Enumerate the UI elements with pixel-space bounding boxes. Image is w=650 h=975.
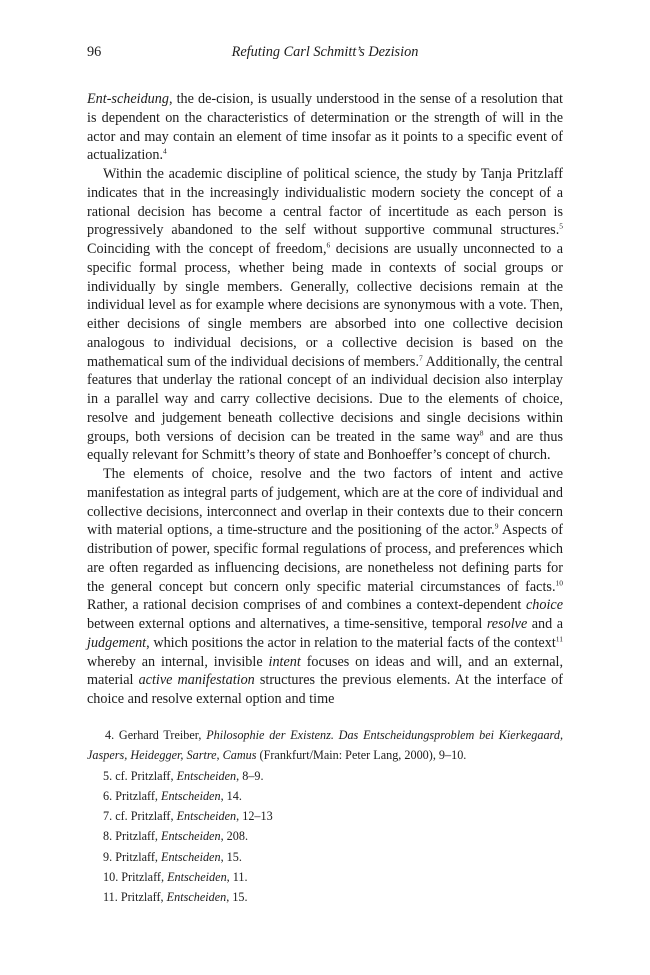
italic-text: resolve [486,616,528,632]
footnote [87,806,563,826]
text-run: structures the previous elements. At the interface of choice and resolve external option and time [87,672,563,707]
footnote [87,867,563,887]
body-paragraph [87,165,563,465]
text-run: , 15. [220,849,242,864]
italic-text: active manifestation [138,672,255,689]
text-run: and a [527,616,563,632]
body-text [87,90,563,709]
footnote-reference: 10 [555,578,563,587]
text-run: , 14. [220,788,242,803]
footnote-reference: 11 [555,634,563,644]
italic-text: Entscheiden [161,788,221,803]
text-run: , 11. [226,870,248,885]
text-run: Aspects of distribution of power, specific formal regulations of process, and preferences which are often regarded as influencing decisions, are nonetheless not defining parts for the general concept but concern only specific material circumstances of facts. [87,522,563,595]
footnote [87,887,563,907]
text-run: Rather, a rational decision comprises of and combines a context-dependent [87,597,526,614]
text-run: Pritzlaff, [112,788,161,803]
footnote-number: 10. [103,870,119,885]
footnote-number: 8. [103,829,113,844]
text-run: and are thus equally relevant for Schmitt’s theory of state and Bonhoeffer’s concept of church. [87,428,563,464]
footnote-reference: 8 [479,428,484,437]
italic-text: Philosophie der Existenz. Das Entscheidungsproblem bei Kierkegaard, Jaspers, Heidegger, Sartre, Camus [87,728,563,763]
text-run: Pritzlaff, [118,870,168,885]
text-run: cf. Pritzlaff, [112,809,177,824]
text-run: , the de-cision, is usually understood in the sense of a resolution that is dependent on the characteristics of determination or the strength of will in the actor and may contain an element of time insofar as it points to a specific event of actualization. [87,91,563,164]
italic-text: Entscheiden [176,809,237,824]
footnote-reference: 4 [163,146,167,156]
italic-text: intent [268,653,301,670]
text-run: , which positions the actor in relation to the material facts of the context [146,634,556,651]
footnote-number: 9. [103,849,113,864]
running-head [87,44,563,66]
text-run: , 12–13 [236,809,273,824]
footnote-number: 6. [103,788,113,803]
body-paragraph [87,465,563,709]
italic-text: Entscheiden [161,829,221,844]
text-run: Additionally, the central features that underlay the rational concept of an individual decision also interplay in a parallel way and carry collective decisions. Due to the elements of choice, resolve and judgement beneath collective decisions and single decisions within groups, both versions of decision can be treated in the same way [87,353,563,445]
footnote [87,847,563,867]
text-run: Pritzlaff, [112,829,161,844]
text-run: Coinciding with the concept of freedom, [87,241,327,257]
running-title: Refuting Carl Schmitt’s Dezision [231,44,419,60]
page-number: 96 [87,44,102,60]
text-run: (Frankfurt/Main: Peter Lang, 2000), 9–10. [256,748,467,763]
italic-text: Entscheiden [176,768,237,783]
footnote-reference: 6 [326,240,331,250]
body-paragraph [87,90,563,165]
footnote [87,725,563,766]
italic-text: Ent-scheidung [87,91,169,107]
text-run: , 15. [226,890,248,905]
text-run: The elements of choice, resolve and the two factors of intent and active manifestation as integral parts of judgement, which are at the core of individual and collective decisions, interconnect and overlap in their contexts due to their concern with material options, a time-structure and the positioning of the actor. [87,466,563,539]
text-run: , 208. [220,829,248,844]
text-run: Pritzlaff, [117,890,167,905]
footnote [87,826,563,846]
text-run: whereby an internal, invisible [87,653,269,670]
text-run: focuses on ideas and will, and an external, material [87,653,563,689]
italic-text: Entscheiden [167,870,227,885]
italic-text: choice [525,597,563,614]
footnote-number: 11. [103,890,118,905]
italic-text: Entscheiden [161,849,221,864]
footnote-reference: 7 [419,353,423,362]
footnote-number: 7. [103,809,113,824]
footnote-reference: 5 [559,221,563,231]
text-run: , 8–9. [236,768,264,783]
italic-text: Entscheiden [166,890,227,905]
text-run: decisions are usually unconnected to a specific formal process, whether being made in contexts of social groups or individually by single members. Generally, collective decisions remain at the individual level as for example where decisions are synonymous with a vote. Then, either decisions of single members are absorbed into one collective decision analogous to individual decisions, or a collective decision is based on the mathematical sum of the individual decisions of members. [87,241,563,370]
text-run: Gerhard Treiber, [114,728,207,742]
italic-text: judgement [87,634,147,651]
text-run: Pritzlaff, [112,849,161,864]
text-run: between external options and alternatives, a time-sensitive, temporal [87,616,487,632]
footnote-reference: 9 [494,521,499,531]
footnote-number: 5. [103,768,113,783]
footnote-number: 4. [105,728,115,742]
footnotes [87,725,563,908]
text-run: cf. Pritzlaff, [112,768,177,783]
footnote [87,786,563,806]
footnote [87,766,563,786]
text-run: Within the academic discipline of political science, the study by Tanja Pritzlaff indicates that in the increasingly individualistic modern society the concept of a rational decision has become a central factor of incertitude as each person is progressively abandoned to the self without supportive communal structures. [87,166,563,239]
